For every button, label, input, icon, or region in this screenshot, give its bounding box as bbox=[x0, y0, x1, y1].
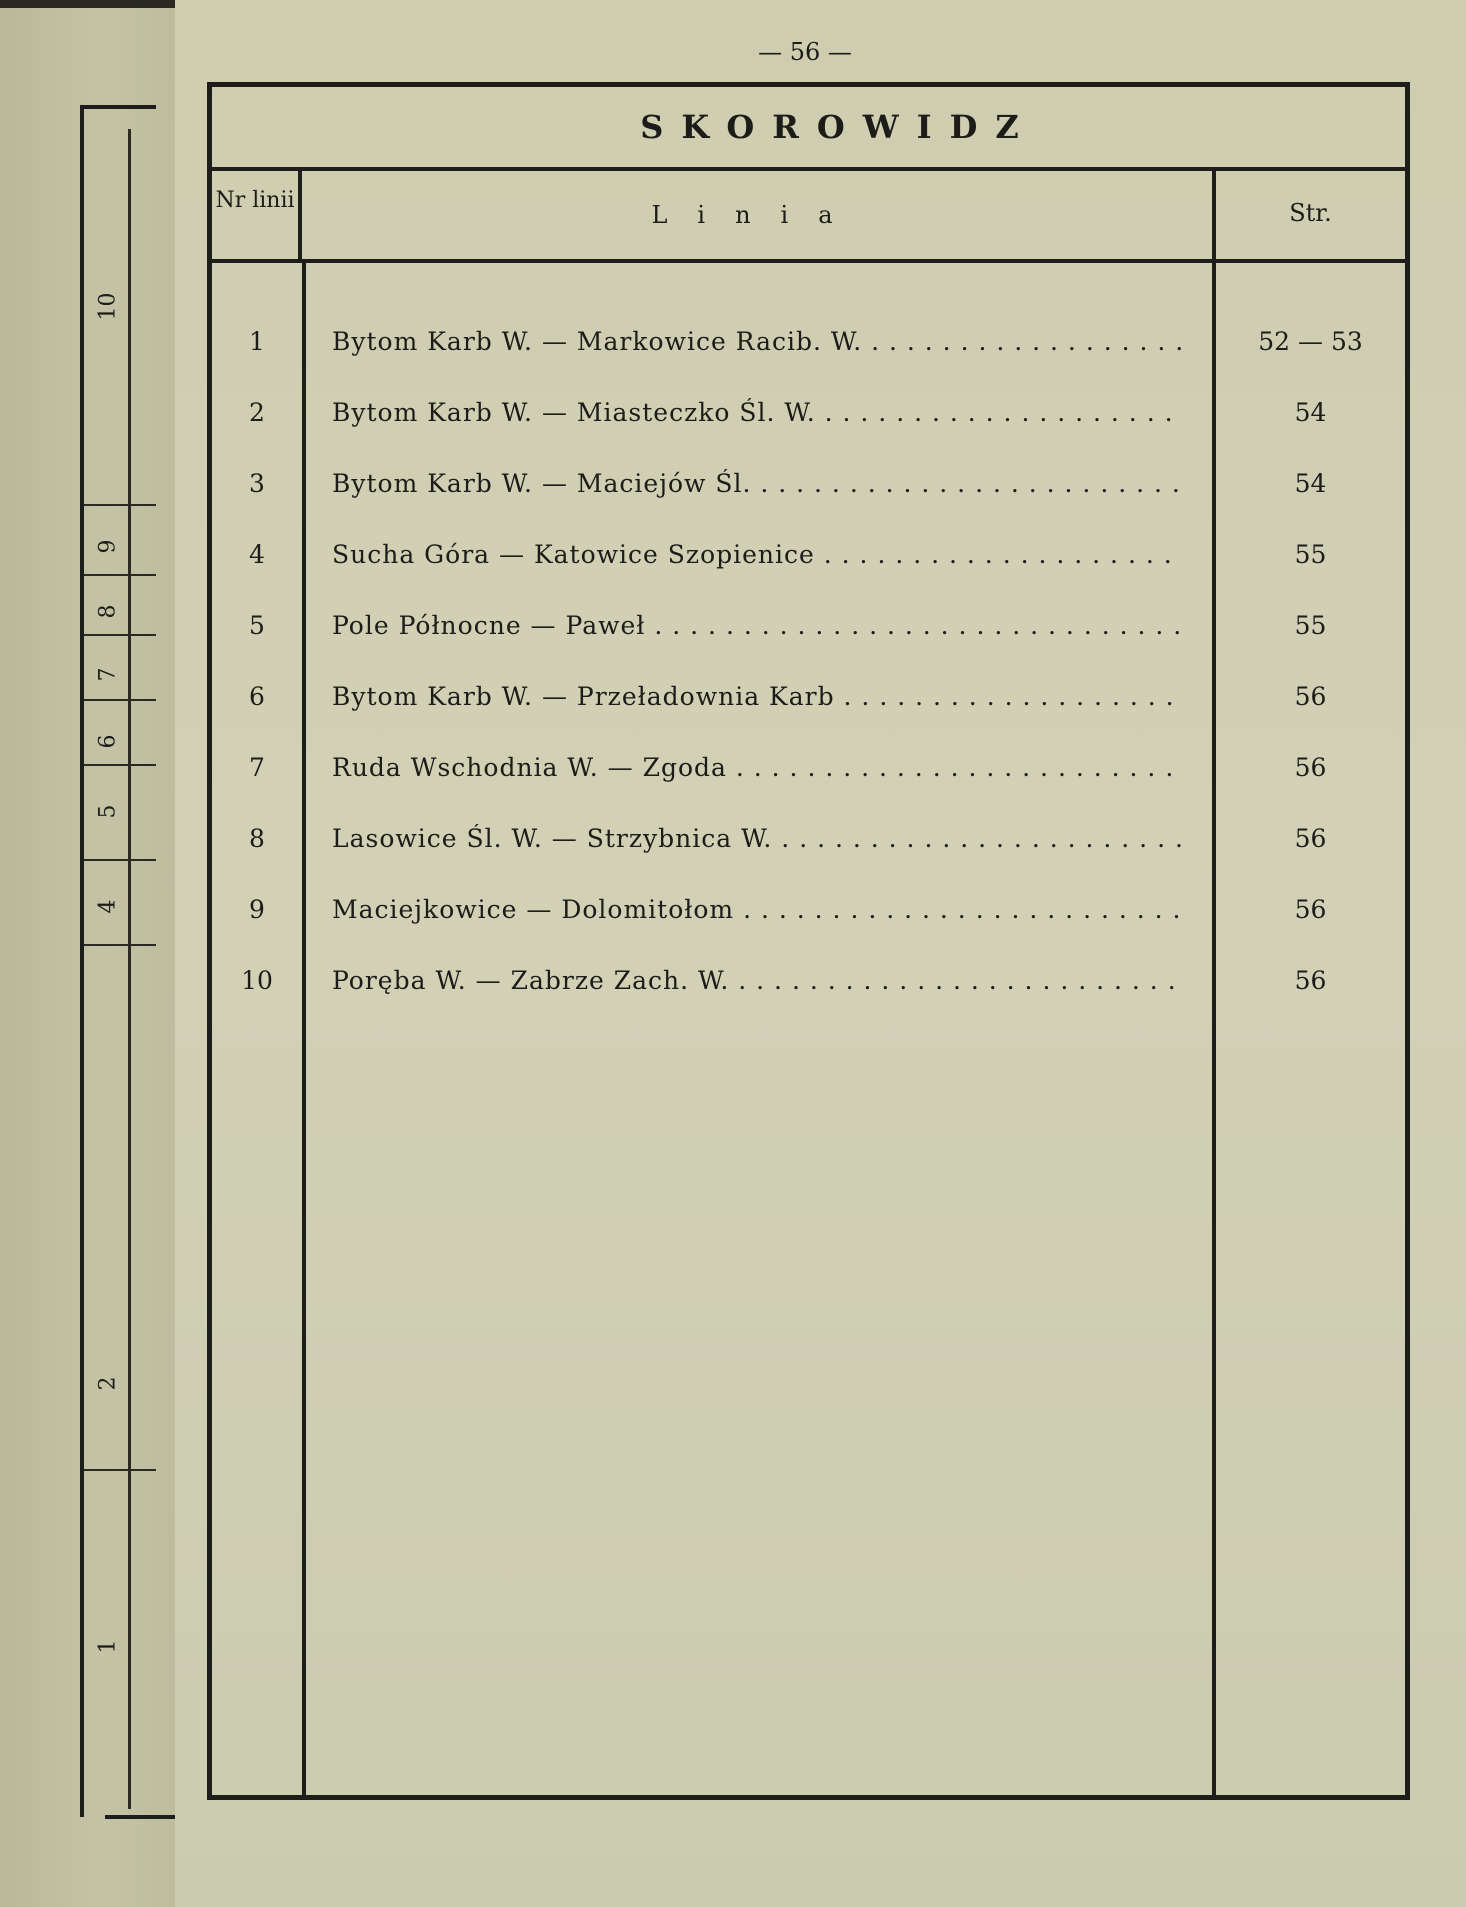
side-index-label: 10 bbox=[95, 292, 121, 321]
row-line-name: Lasowice Śl. W. — Strzybnica W. . . . bbox=[332, 824, 1182, 853]
row-page: 56 bbox=[1294, 753, 1327, 782]
side-index-box bbox=[80, 105, 156, 1817]
side-index-label: 6 bbox=[95, 734, 121, 749]
side-index-separator bbox=[84, 944, 156, 946]
row-page: 56 bbox=[1294, 824, 1327, 853]
side-index-separator bbox=[84, 634, 156, 636]
side-index-label: 9 bbox=[95, 539, 121, 554]
header-str: Str. bbox=[1212, 171, 1405, 259]
side-index-label: 4 bbox=[95, 899, 121, 914]
side-index-separator bbox=[84, 574, 156, 576]
side-index-separator bbox=[84, 764, 156, 766]
row-line-name: Bytom Karb W. — Markowice Racib. W. . . . bbox=[332, 327, 1182, 356]
side-index-label: 7 bbox=[95, 667, 121, 682]
page-title: SKOROWIDZ bbox=[640, 108, 1037, 146]
row-number: 5 bbox=[249, 611, 265, 640]
table-row bbox=[212, 469, 1405, 509]
row-number: 3 bbox=[249, 469, 265, 498]
side-index-label: 5 bbox=[95, 804, 121, 819]
row-line-name: Pole Północne — Paweł . . . bbox=[332, 611, 1182, 640]
title-row bbox=[212, 87, 1405, 171]
side-index-separator bbox=[84, 699, 156, 701]
side-index-label: 2 bbox=[95, 1376, 121, 1391]
row-number: 6 bbox=[249, 682, 265, 711]
row-page: 54 bbox=[1294, 398, 1327, 427]
side-index-separator bbox=[84, 1469, 156, 1471]
row-line-name: Ruda Wschodnia W. — Zgoda . . . bbox=[332, 753, 1182, 782]
row-number: 9 bbox=[249, 895, 265, 924]
row-number: 1 bbox=[249, 327, 265, 356]
table-row bbox=[212, 682, 1405, 722]
row-page: 56 bbox=[1294, 895, 1327, 924]
row-page: 55 bbox=[1294, 540, 1327, 569]
row-number: 4 bbox=[249, 540, 265, 569]
row-line-name: Bytom Karb W. — Przeładownia Karb . . . bbox=[332, 682, 1182, 711]
side-index-label: 8 bbox=[95, 604, 121, 619]
row-number: 8 bbox=[249, 824, 265, 853]
header-linia: Linia bbox=[651, 201, 863, 229]
index-table bbox=[207, 82, 1410, 1800]
page-number: — 56 — bbox=[758, 38, 852, 66]
side-index-label: 1 bbox=[95, 1639, 121, 1654]
row-line-name: Maciejkowice — Dolomitołom . . . bbox=[332, 895, 1182, 924]
table-row bbox=[212, 753, 1405, 793]
table-header bbox=[212, 171, 1405, 263]
row-number: 10 bbox=[241, 966, 273, 995]
table-row bbox=[212, 327, 1405, 367]
side-index-separator bbox=[84, 504, 156, 506]
table-row bbox=[212, 966, 1405, 1006]
adjacent-page-strip bbox=[0, 0, 175, 1907]
row-line-name: Sucha Góra — Katowice Szopienice . . . bbox=[332, 540, 1182, 569]
table-row bbox=[212, 824, 1405, 864]
table-row bbox=[212, 540, 1405, 580]
row-page: 55 bbox=[1294, 611, 1327, 640]
header-nr: Nr linii bbox=[212, 171, 302, 259]
row-page: 56 bbox=[1294, 682, 1327, 711]
table-row bbox=[212, 398, 1405, 438]
row-number: 2 bbox=[249, 398, 265, 427]
row-page: 52 — 53 bbox=[1258, 327, 1363, 356]
table-row bbox=[212, 611, 1405, 651]
row-line-name: Poręba W. — Zabrze Zach. W. . . . bbox=[332, 966, 1182, 995]
row-page: 56 bbox=[1294, 966, 1327, 995]
side-index-line bbox=[128, 129, 131, 1809]
row-number: 7 bbox=[249, 753, 265, 782]
side-index-separator bbox=[84, 859, 156, 861]
table-row bbox=[212, 895, 1405, 935]
row-page: 54 bbox=[1294, 469, 1327, 498]
row-line-name: Bytom Karb W. — Miasteczko Śl. W. . . . bbox=[332, 398, 1182, 427]
page-edge-shadow bbox=[0, 0, 175, 8]
row-line-name: Bytom Karb W. — Maciejów Śl. . . . bbox=[332, 469, 1182, 498]
